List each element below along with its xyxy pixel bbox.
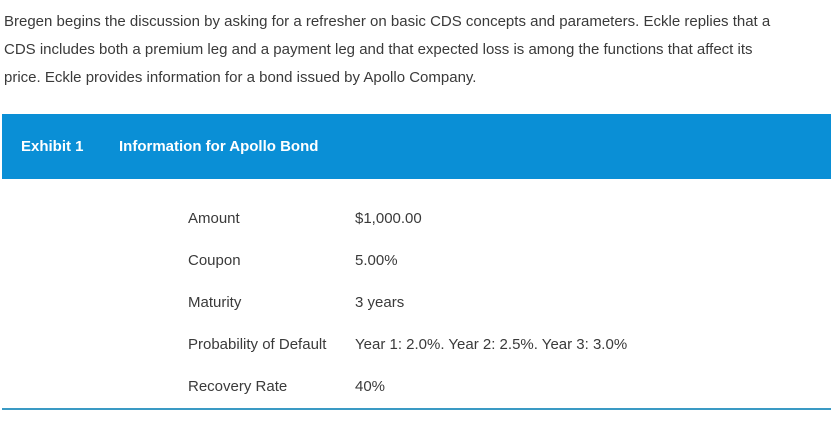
table-row <box>188 323 627 365</box>
intro-line-2: CDS includes both a premium leg and a payment leg and that expected loss is among the functions that affect its <box>4 41 753 58</box>
row-label: Maturity <box>188 293 242 311</box>
table-row <box>188 197 627 239</box>
exhibit-title: Information for Apollo Bond <box>119 138 319 155</box>
row-label: Coupon <box>188 251 241 269</box>
exhibit-table <box>188 197 627 407</box>
row-label: Amount <box>188 209 240 227</box>
table-row <box>188 365 627 407</box>
intro-paragraph <box>4 8 830 92</box>
exhibit-number: Exhibit 1 <box>21 138 84 155</box>
row-label: Probability of Default <box>188 335 327 353</box>
exhibit-header <box>2 114 831 179</box>
row-value: Year 1: 2.0%. Year 2: 2.5%. Year 3: 3.0% <box>355 335 628 353</box>
row-value: 3 years <box>355 293 405 311</box>
intro-line-3: price. Eckle provides information for a bond issued by Apollo Company. <box>4 69 477 86</box>
intro-line-1: Bregen begins the discussion by asking for a refresher on basic CDS concepts and parameters. Eckle replies that a <box>4 13 771 30</box>
table-row <box>188 281 627 323</box>
row-value: 40% <box>355 377 386 395</box>
row-value: 5.00% <box>355 251 398 269</box>
table-row <box>188 239 627 281</box>
bottom-divider <box>2 408 831 410</box>
row-value: $1,000.00 <box>355 209 422 227</box>
row-label: Recovery Rate <box>188 377 288 395</box>
